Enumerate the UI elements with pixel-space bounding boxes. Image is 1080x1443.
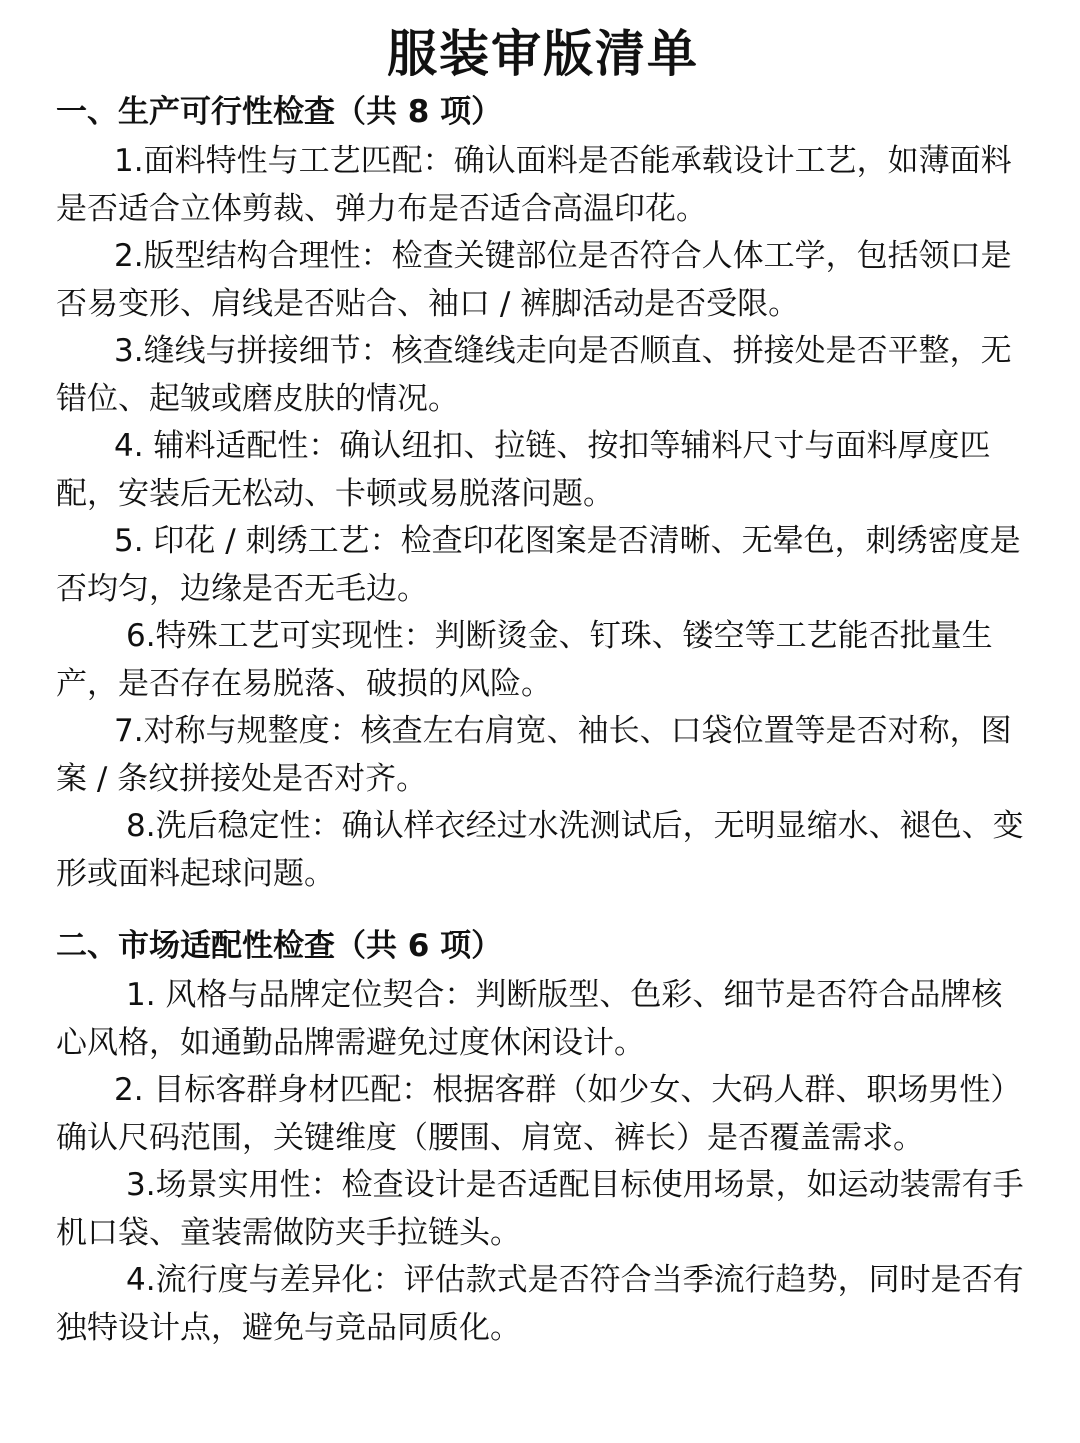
- page-title: 服装审版清单: [387, 25, 699, 83]
- checklist-item: 1. 风格与品牌定位契合：判断版型、色彩、细节是否符合品牌核心风格，如通勤品牌需避免过度休闲设计。: [56, 977, 1003, 1061]
- checklist-item: 4. 辅料适配性：确认纽扣、拉链、按扣等辅料尺寸与面料厚度匹配，安装后无松动、卡顿或易脱落问题。: [56, 428, 991, 512]
- checklist-item: 4.流行度与差异化：评估款式是否符合当季流行趋势，同时是否有独特设计点，避免与竞品同质化。: [56, 1262, 1024, 1346]
- checklist-item: 7.对称与规整度：核查左右肩宽、袖长、口袋位置等是否对称，图案 / 条纹拼接处是否对齐。: [56, 713, 1012, 797]
- section-production: [56, 90, 1030, 898]
- section-market: [56, 924, 1030, 1352]
- checklist-item: 3.缝线与拼接细节：核查缝线走向是否顺直、拼接处是否平整，无错位、起皱或磨皮肤的情况。: [56, 333, 1012, 417]
- checklist-item: 5. 印花 / 刺绣工艺：检查印花图案是否清晰、无晕色，刺绣密度是否均匀，边缘是否无毛边。: [56, 523, 1021, 607]
- checklist-item: 3.场景实用性：检查设计是否适配目标使用场景，如运动装需有手机口袋、童装需做防夹手拉链头。: [56, 1167, 1024, 1251]
- checklist-item: 6.特殊工艺可实现性：判断烫金、钉珠、镂空等工艺能否批量生产，是否存在易脱落、破损的风险。: [56, 618, 993, 702]
- checklist-item: 1.面料特性与工艺匹配：确认面料是否能承载设计工艺，如薄面料是否适合立体剪裁、弹力布是否适合高温印花。: [56, 143, 1012, 227]
- section-heading: 二、市场适配性检查（共 6 项）: [56, 928, 503, 964]
- checklist-item: 2. 目标客群身材匹配：根据客群（如少女、大码人群、职场男性）确认尺码范围，关键维度（腰围、肩宽、裤长）是否覆盖需求。: [56, 1072, 1022, 1156]
- checklist-item: 2.版型结构合理性：检查关键部位是否符合人体工学，包括领口是否易变形、肩线是否贴合、袖口 / 裤脚活动是否受限。: [56, 238, 1012, 322]
- section-heading: 一、生产可行性检查（共 8 项）: [56, 94, 503, 130]
- checklist-item: 8.洗后稳定性：确认样衣经过水洗测试后，无明显缩水、褪色、变形或面料起球问题。: [56, 808, 1024, 892]
